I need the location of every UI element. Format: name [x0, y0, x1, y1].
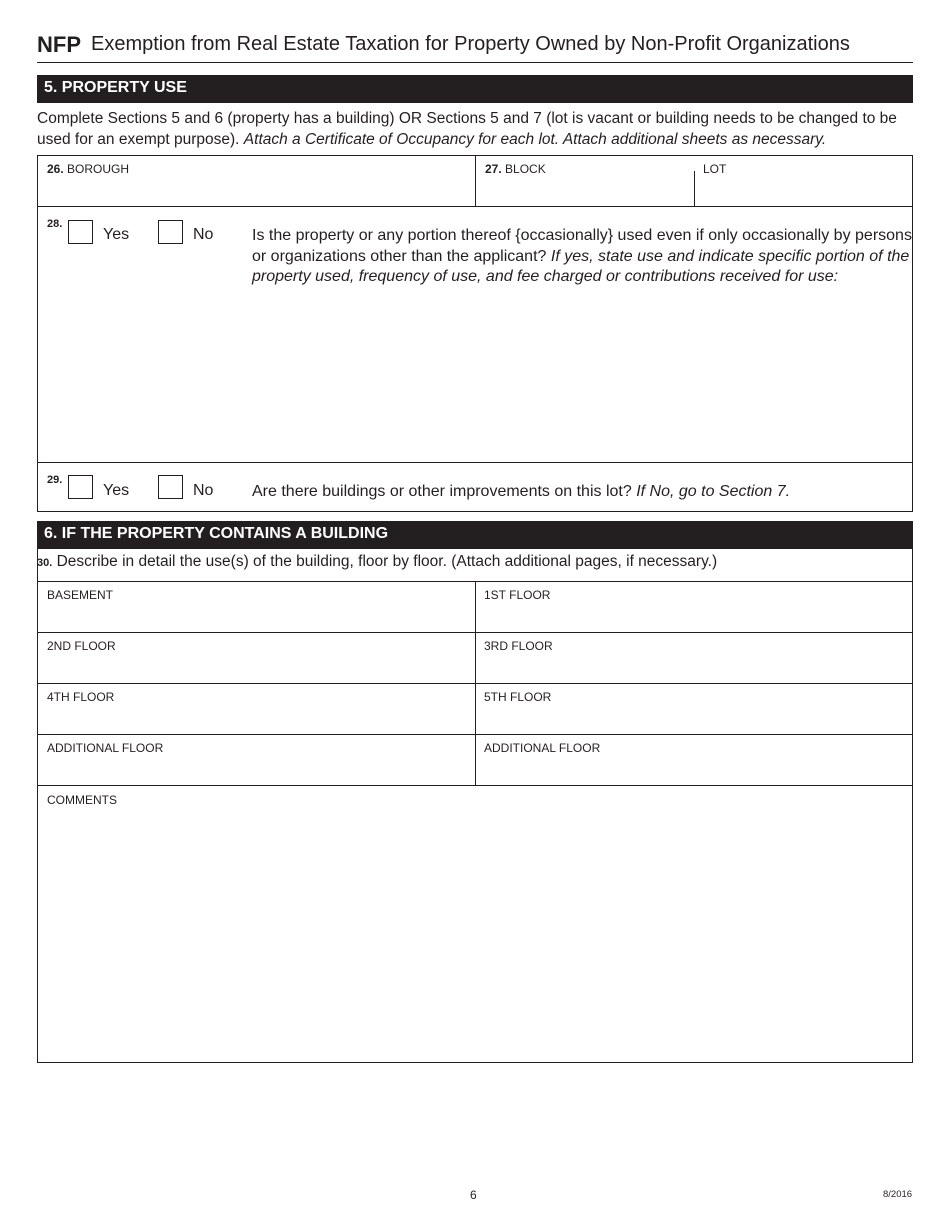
section-5-title: 5. PROPERTY USE: [37, 75, 913, 103]
question-28-text: Is the property or any portion thereof {occasionally} used even if only occasionally by persons or organizations other than the applicant? If yes, state use and indicate specific portion of the property used, frequency of use, and fee charged or contributions received for use:: [252, 227, 912, 285]
page-number: 6: [470, 1188, 477, 1202]
fifth-floor-field[interactable]: [476, 684, 912, 734]
q29-no-checkbox[interactable]: [158, 475, 183, 499]
borough-field[interactable]: [38, 156, 475, 206]
form-code: NFP: [37, 32, 81, 57]
section-5-instructions: [37, 108, 917, 150]
borough-label: 26. BOROUGH: [47, 162, 130, 176]
revision-date: 8/2016: [883, 1189, 913, 1200]
q29-yes-checkbox[interactable]: [68, 475, 93, 499]
first-floor-field[interactable]: [476, 582, 912, 632]
second-floor-label: 2ND FLOOR: [47, 639, 116, 653]
q29-yes-label: Yes: [103, 482, 130, 499]
q28-answer-area[interactable]: [252, 310, 907, 458]
basement-field[interactable]: [38, 582, 475, 632]
question-29-number: 29.: [47, 474, 63, 486]
basement-label: BASEMENT: [47, 588, 114, 602]
q29-no-label: No: [193, 482, 214, 499]
additional-floor-right-label: ADDITIONAL FLOOR: [484, 741, 601, 755]
lot-field[interactable]: [695, 156, 912, 206]
second-floor-field[interactable]: [38, 633, 475, 683]
q28-yes-label: Yes: [103, 226, 130, 243]
comments-label: COMMENTS: [47, 793, 117, 807]
lot-label: LOT: [703, 162, 727, 176]
third-floor-field[interactable]: [476, 633, 912, 683]
fifth-floor-label: 5TH FLOOR: [484, 690, 552, 704]
form-title: Exemption from Real Estate Taxation for Property Owned by Non-Profit Organizations: [91, 33, 850, 55]
q28-no-label: No: [193, 226, 214, 243]
additional-floor-left-field[interactable]: [38, 735, 475, 785]
section-6-title: 6. IF THE PROPERTY CONTAINS A BUILDING: [37, 521, 913, 549]
instructions-text: Complete Sections 5 and 6 (property has a building) OR Sections 5 and 7 (lot is vacant or building needs to be changed to be used for an exempt purpose).: [37, 110, 897, 148]
form-header: [37, 32, 913, 63]
first-floor-label: 1ST FLOOR: [484, 588, 551, 602]
third-floor-label: 3RD FLOOR: [484, 639, 553, 653]
block-field[interactable]: [476, 156, 694, 206]
question-30-text: 30. Describe in detail the use(s) of the building, floor by floor. (Attach additional pages, if necessary.): [37, 553, 718, 570]
q28-no-checkbox[interactable]: [158, 220, 183, 244]
fourth-floor-label: 4TH FLOOR: [47, 690, 115, 704]
additional-floor-left-label: ADDITIONAL FLOOR: [47, 741, 164, 755]
question-29-text: Are there buildings or other improvements on this lot? If No, go to Section 7.: [252, 483, 791, 500]
question-30-number: 30.: [37, 557, 53, 569]
instructions-italic: Attach a Certificate of Occupancy for each lot. Attach additional sheets as necessary.: [243, 131, 827, 148]
block-label: 27. BLOCK: [485, 162, 546, 176]
question-28-number: 28.: [47, 218, 63, 230]
additional-floor-right-field[interactable]: [476, 735, 912, 785]
fourth-floor-field[interactable]: [38, 684, 475, 734]
comments-field[interactable]: [38, 786, 912, 1062]
q28-yes-checkbox[interactable]: [68, 220, 93, 244]
